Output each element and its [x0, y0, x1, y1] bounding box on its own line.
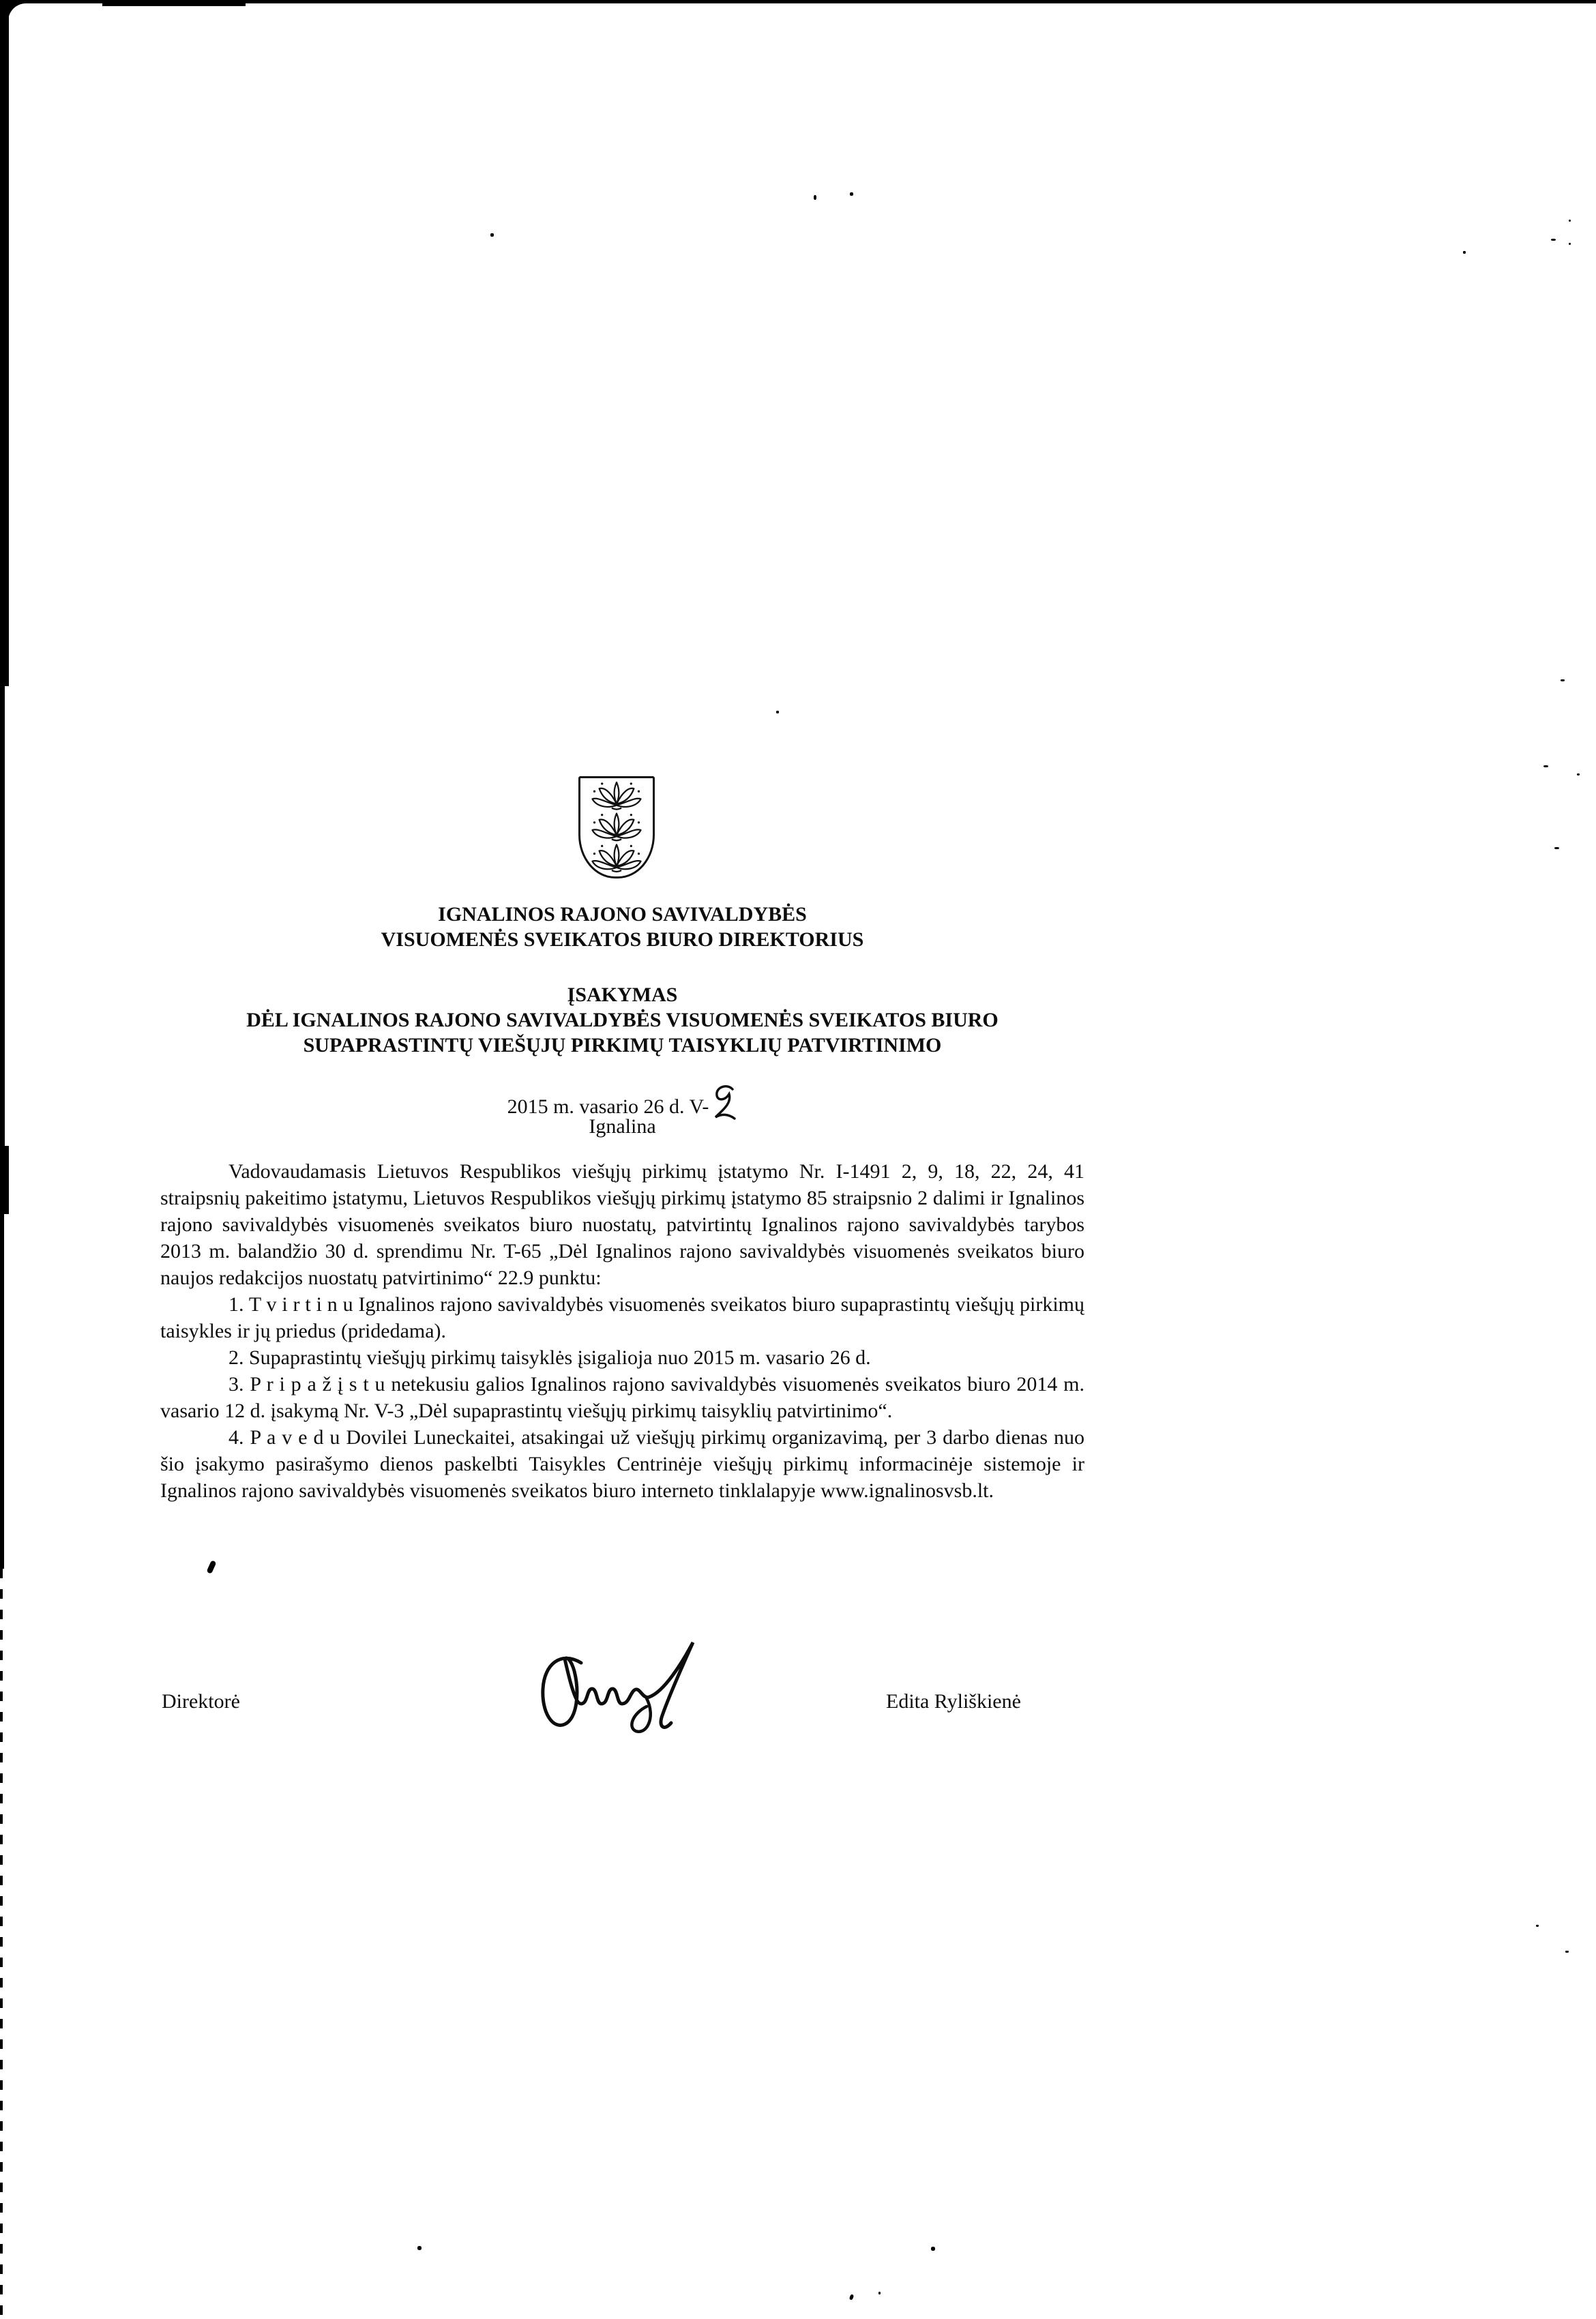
scan-speck [850, 192, 853, 196]
scan-speck [490, 233, 494, 237]
scan-edge-left-a [0, 3, 9, 686]
body-paragraph-item: 1. T v i r t i n u Ignalinos rajono savivaldybės visuomenės sveikatos biuro supaprastintų viešųjų pirkimų taisykles ir jų priedus (pridedama). [160, 1293, 1084, 1342]
scan-corner-page [8, 3, 70, 65]
body-paragraph-item: 2. Supaprastintų viešųjų pirkimų taisyklės įsigalioja nuo 2015 m. vasario 26 d. [228, 1346, 871, 1369]
order-date: 2015 m. vasario 26 d. V- [507, 1095, 709, 1118]
scan-speck [1577, 773, 1580, 776]
scan-pen-tick [206, 1560, 216, 1574]
scan-speck [931, 2247, 935, 2251]
scan-speck [776, 711, 779, 713]
organization-name: IGNALINOS RAJONO SAVIVALDYBĖS [438, 903, 807, 926]
organization-header [160, 902, 1084, 952]
scan-speck [1554, 847, 1559, 849]
scan-speck [849, 2294, 854, 2300]
scan-speck [1463, 251, 1466, 254]
scan-speck [1569, 243, 1571, 245]
order-subject-line2: SUPAPRASTINTŲ VIEŠŲJŲ PIRKIMŲ TAISYKLIŲ PATVIRTINIMO [303, 1034, 942, 1057]
scan-speck [417, 2246, 422, 2250]
organization-role: VISUOMENĖS SVEIKATOS BIURO DIREKTORIUS [381, 928, 864, 951]
scan-edge-left-b [0, 685, 5, 1160]
handwritten-signature [513, 1636, 724, 1752]
order-body [160, 1158, 1084, 1504]
scan-edge-left-c [0, 1213, 4, 1569]
scan-speck [1536, 1925, 1539, 1927]
order-subject-line1: DĖL IGNALINOS RAJONO SAVIVALDYBĖS VISUOMENĖS SVEIKATOS BIURO [246, 1009, 999, 1031]
order-place: Ignalina [589, 1115, 656, 1138]
water-lily-icon [584, 781, 649, 874]
scan-speck [1551, 239, 1556, 241]
scan-edge-left-blob [0, 1146, 9, 1214]
scan-speck [814, 195, 816, 200]
body-paragraph-item: 4. P a v e d u Dovilei Luneckaitei, atsakingai už viešųjų pirkimų organizavimą, per 3 darbo dienas nuo šio įsakymo pasirašymo dienos paskelbti Taisykles Centrinėje viešųjų pirkimų informacinėje sistemoje ir Ignalinos rajono savivaldybės visuomenės sveikatos biuro interneto tinklalapyje www.ignalinosvsb.lt. [160, 1426, 1084, 1502]
signer-role: Direktorė [162, 1690, 240, 1713]
coat-of-arms-emblem [578, 776, 655, 878]
scan-speck [1561, 679, 1565, 681]
scan-edge-top-smudge [102, 0, 246, 6]
order-type: ĮSAKYMAS [567, 984, 678, 1006]
body-paragraph-preamble: Vadovaudamasis Lietuvos Respublikos viešųjų pirkimų įstatymo Nr. I-1491 2, 9, 18, 22, 24, 41 straipsnių pakeitimo įstatymu, Lietuvos Respublikos viešųjų pirkimų įstatymo 85 straipsnio 2 dalimi ir Ignalinos rajono savivaldybės visuomenės sveikatos biuro nuostatų, patvirtintų Ignalinos rajono savivaldybės tarybos 2013 m. balandžio 30 d. sprendimu Nr. T-65 „Dėl Ignalinos rajono savivaldybės visuomenės sveikatos biuro naujos redakcijos nuostatų patvirtinimo“ 22.9 punktu: [160, 1160, 1084, 1289]
scan-edge-left-dashed [0, 1569, 3, 2319]
scan-speck [878, 2292, 881, 2294]
order-title [160, 982, 1084, 1058]
signer-name: Edita Ryliškienė [886, 1690, 1021, 1713]
body-paragraph-item: 3. P r i p a ž į s t u netekusiu galios Ignalinos rajono savivaldybės visuomenės sveikatos biuro 2014 m. vasario 12 d. įsakymą Nr. V-3 „Dėl supaprastintų viešųjų pirkimų taisyklių patvirtinimo“. [160, 1373, 1084, 1422]
scan-speck [1565, 1951, 1569, 1953]
scan-speck [1543, 765, 1548, 767]
scan-speck [1569, 220, 1571, 222]
